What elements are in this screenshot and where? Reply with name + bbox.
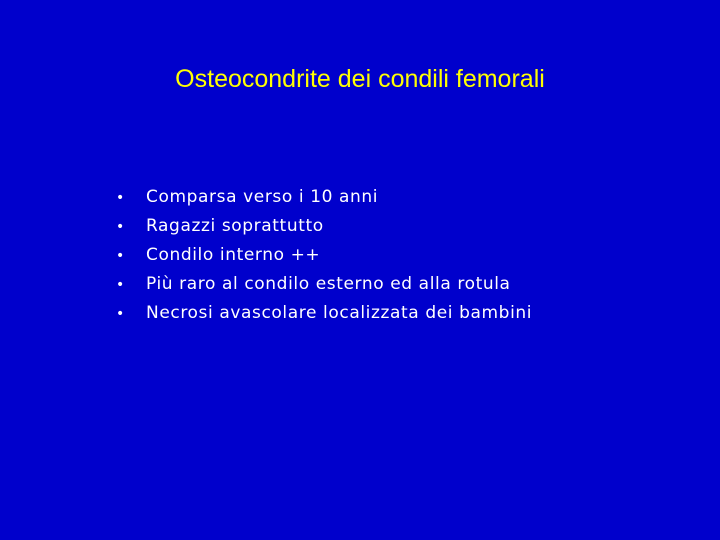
list-item-text: Più raro al condilo esterno ed alla rotula: [146, 274, 511, 294]
list-item-text: Comparsa verso i 10 anni: [146, 187, 379, 207]
slide-title: Osteocondrite dei condili femorali: [175, 65, 545, 93]
bullet-icon: •: [116, 306, 125, 322]
bullet-icon: •: [116, 248, 125, 264]
list-item: [116, 299, 532, 328]
list-item: [116, 270, 532, 299]
list-item: [116, 241, 532, 270]
bullet-list: [116, 183, 532, 328]
list-item: [116, 183, 532, 212]
bullet-icon: •: [116, 277, 125, 293]
bullet-icon: •: [116, 190, 125, 206]
bullet-icon: •: [116, 219, 125, 235]
list-item: [116, 212, 532, 241]
list-item-text: Condilo interno ++: [146, 245, 321, 265]
list-item-text: Necrosi avascolare localizzata dei bambini: [146, 303, 533, 323]
list-item-text: Ragazzi soprattutto: [146, 216, 324, 236]
